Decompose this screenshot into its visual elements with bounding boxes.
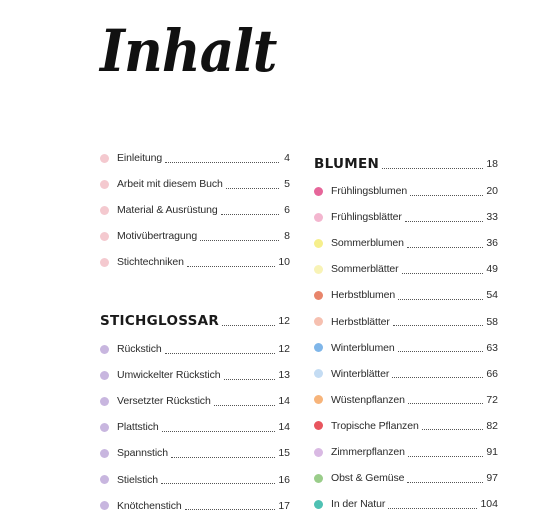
toc-entry[interactable] xyxy=(100,444,290,462)
toc-entry-label: Tropische Pflanzen xyxy=(331,419,419,432)
toc-entry-page-number: 72 xyxy=(486,393,498,406)
toc-entry-page-number: 54 xyxy=(486,289,498,302)
toc-entry-page-number: 20 xyxy=(486,185,498,197)
toc-entry[interactable] xyxy=(314,443,498,461)
toc-entry-label: Motivübertragung xyxy=(117,230,198,243)
toc-entry-label: Obst & Gemüse xyxy=(331,472,405,485)
toc-entry-page-number: 63 xyxy=(486,341,498,354)
toc-entry-label: Sommerblätter xyxy=(331,263,399,276)
toc-entry-page-number: 15 xyxy=(278,447,290,460)
bullet-dot-icon xyxy=(100,258,109,267)
toc-entry[interactable] xyxy=(314,417,498,435)
dot-leader xyxy=(398,293,483,300)
dot-leader xyxy=(162,425,276,432)
dot-leader xyxy=(408,397,483,404)
dot-leader xyxy=(410,189,483,196)
toc-entry[interactable] xyxy=(100,227,290,245)
toc-entry-label: Arbeit mit diesem Buch xyxy=(117,178,223,191)
toc-entry-label: Spannstich xyxy=(117,447,168,460)
toc-entry[interactable] xyxy=(100,392,290,410)
bullet-dot-icon xyxy=(314,343,323,352)
bullet-dot-icon xyxy=(100,206,109,215)
dot-leader xyxy=(402,267,484,274)
toc-entry-label: In der Natur xyxy=(331,498,386,511)
bullet-dot-icon xyxy=(314,265,323,274)
toc-entry[interactable] xyxy=(100,175,290,193)
bullet-dot-icon xyxy=(314,187,323,196)
toc-entry-page-number: 58 xyxy=(486,315,498,328)
toc-entry-label: Zimmerpflanzen xyxy=(331,446,405,458)
bullet-dot-icon xyxy=(314,239,323,248)
toc-entry[interactable] xyxy=(314,208,498,226)
bullet-dot-icon xyxy=(100,371,109,380)
toc-entry-page-number: 13 xyxy=(278,369,290,382)
toc-entry-label: Herbstblumen xyxy=(331,289,396,302)
toc-section-heading[interactable] xyxy=(100,311,290,331)
dot-leader xyxy=(161,477,275,484)
dot-leader xyxy=(398,345,484,352)
dot-leader xyxy=(187,260,275,267)
dot-leader xyxy=(407,241,483,248)
toc-entry-label: Umwickelter Rückstich xyxy=(117,369,221,382)
bullet-dot-icon xyxy=(314,448,323,457)
toc-entry[interactable] xyxy=(314,495,498,513)
dot-leader xyxy=(221,208,279,215)
toc-entry[interactable] xyxy=(314,234,498,252)
toc-entry-label: Winterblätter xyxy=(331,367,390,380)
toc-entry-page-number: 91 xyxy=(486,446,498,458)
dot-leader xyxy=(165,347,276,354)
toc-entry-label: Frühlingsblumen xyxy=(331,185,408,197)
dot-leader xyxy=(226,182,279,189)
toc-entry-page-number: 4 xyxy=(284,152,290,164)
dot-leader xyxy=(388,502,477,509)
toc-entry[interactable] xyxy=(314,469,498,487)
section-heading-label: BLUMEN xyxy=(314,156,380,172)
toc-entry-page-number: 5 xyxy=(284,178,290,191)
toc-entry-page-number: 82 xyxy=(486,419,498,432)
section-heading-page-number: 18 xyxy=(486,158,498,170)
toc-entry[interactable] xyxy=(100,366,290,384)
bullet-dot-icon xyxy=(314,213,323,222)
toc-entry-page-number: 8 xyxy=(284,230,290,243)
toc-entry-page-number: 33 xyxy=(486,211,498,224)
dot-leader xyxy=(407,476,483,483)
bullet-dot-icon xyxy=(314,474,323,483)
dot-leader xyxy=(222,319,275,326)
page-title: Inhalt xyxy=(100,17,277,85)
dot-leader xyxy=(200,234,279,241)
dot-leader xyxy=(382,162,483,169)
bullet-dot-icon xyxy=(100,154,109,163)
toc-entry-page-number: 66 xyxy=(486,367,498,380)
toc-entry-label: Stielstich xyxy=(117,473,159,486)
toc-entry-label: Sommerblumen xyxy=(331,237,404,250)
dot-leader xyxy=(171,451,275,458)
dot-leader xyxy=(393,319,484,326)
toc-entry[interactable] xyxy=(314,182,498,200)
bullet-dot-icon xyxy=(100,232,109,241)
toc-entry[interactable] xyxy=(314,339,498,357)
bullet-dot-icon xyxy=(314,291,323,300)
toc-entry-page-number: 10 xyxy=(278,256,290,269)
dot-leader xyxy=(185,503,276,510)
section-heading-label: STICHGLOSSAR xyxy=(100,313,220,329)
toc-entry-page-number: 97 xyxy=(486,472,498,485)
toc-entry-label: Herbstblätter xyxy=(331,315,390,328)
toc-entry[interactable] xyxy=(100,253,290,271)
toc-entry-label: Versetzter Rückstich xyxy=(117,395,211,408)
toc-entry[interactable] xyxy=(100,497,290,515)
toc-entry-label: Einleitung xyxy=(117,152,163,164)
dot-leader xyxy=(392,371,483,378)
bullet-dot-icon xyxy=(100,397,109,406)
toc-entry[interactable] xyxy=(100,149,290,167)
toc-entry[interactable] xyxy=(314,260,498,278)
dot-leader xyxy=(165,156,279,163)
toc-entry-page-number: 14 xyxy=(278,421,290,434)
toc-entry-label: Material & Ausrüstung xyxy=(117,204,218,217)
bullet-dot-icon xyxy=(100,345,109,354)
toc-entry-page-number: 12 xyxy=(278,343,290,355)
bullet-dot-icon xyxy=(314,317,323,326)
dot-leader xyxy=(422,423,484,430)
toc-entry[interactable] xyxy=(314,313,498,331)
toc-entry-label: Winterblumen xyxy=(331,341,395,354)
bullet-dot-icon xyxy=(100,501,109,510)
dot-leader xyxy=(408,450,483,457)
toc-entry-label: Frühlingsblätter xyxy=(331,211,402,224)
toc-section-heading[interactable] xyxy=(314,154,498,174)
toc-entry[interactable] xyxy=(100,471,290,489)
bullet-dot-icon xyxy=(314,395,323,404)
toc-entry-page-number: 17 xyxy=(278,499,290,512)
bullet-dot-icon xyxy=(314,369,323,378)
toc-entry-page-number: 49 xyxy=(486,263,498,276)
dot-leader xyxy=(224,373,276,380)
toc-entry-page-number: 6 xyxy=(284,204,290,217)
bullet-dot-icon xyxy=(100,423,109,432)
toc-entry-page-number: 104 xyxy=(480,498,498,511)
dot-leader xyxy=(405,215,484,222)
toc-entry[interactable] xyxy=(314,286,498,304)
toc-entry-page-number: 14 xyxy=(278,395,290,408)
toc-entry-label: Knötchenstich xyxy=(117,499,182,512)
toc-entry[interactable] xyxy=(100,418,290,436)
bullet-dot-icon xyxy=(314,421,323,430)
toc-entry-label: Rückstich xyxy=(117,343,162,355)
toc-entry-label: Stichtechniken xyxy=(117,256,184,269)
toc-entry[interactable] xyxy=(100,201,290,219)
bullet-dot-icon xyxy=(100,449,109,458)
toc-entry-page-number: 36 xyxy=(486,237,498,250)
toc-entry[interactable] xyxy=(314,365,498,383)
section-heading-page-number: 12 xyxy=(278,315,290,327)
dot-leader xyxy=(214,399,276,406)
toc-entry[interactable] xyxy=(314,391,498,409)
bullet-dot-icon xyxy=(314,500,323,509)
toc-entry-label: Plattstich xyxy=(117,421,159,434)
bullet-dot-icon xyxy=(100,475,109,484)
toc-entry-page-number: 16 xyxy=(278,473,290,486)
toc-entry[interactable] xyxy=(100,340,290,358)
toc-entry-label: Wüstenpflanzen xyxy=(331,393,405,406)
bullet-dot-icon xyxy=(100,180,109,189)
